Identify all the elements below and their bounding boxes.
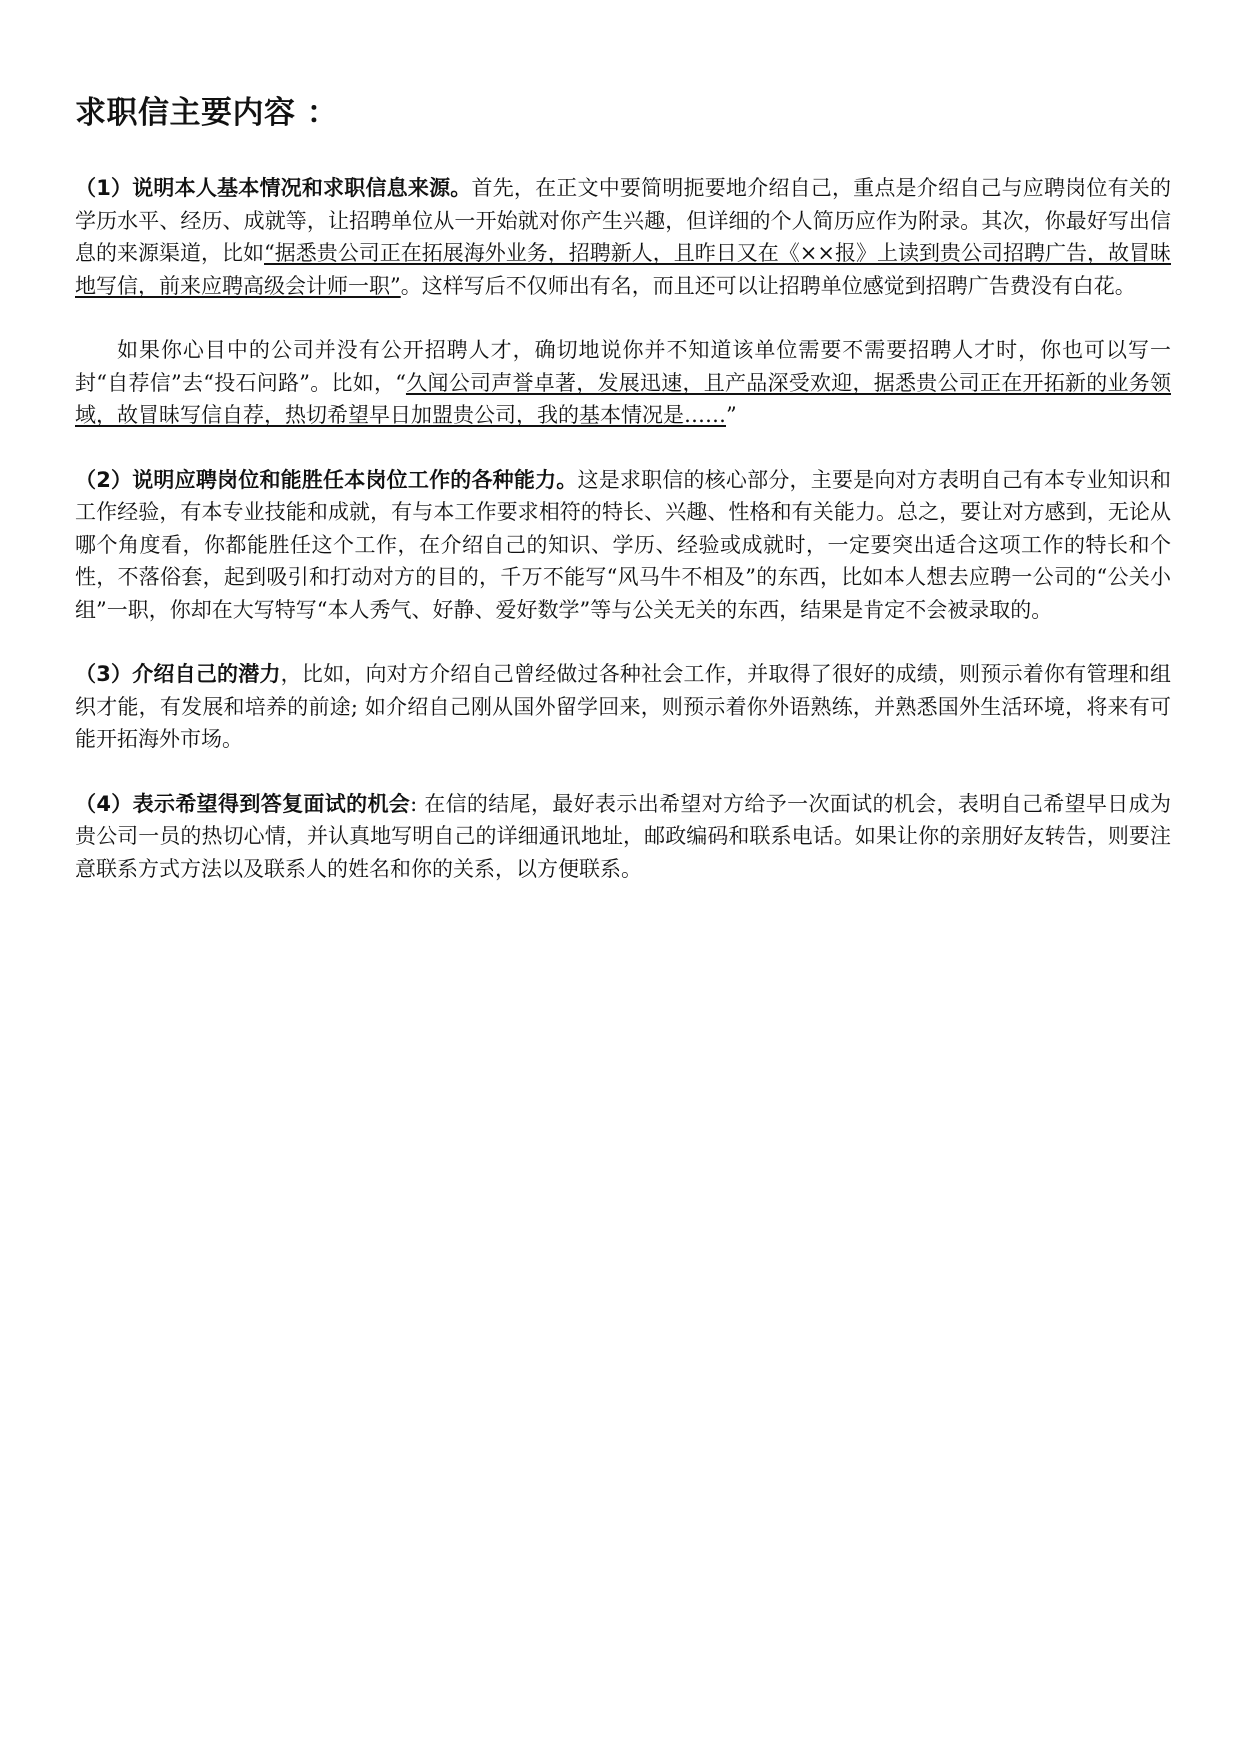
section-1b-paragraph — [75, 334, 1171, 432]
section-1b-text-start: 如果你心目中的公司并没有公开招聘人才，确切地说你并不知道该单位需要不需要招聘人才时，你也可以写一封“自荐信”去“投石问路”。比如，“ — [75, 338, 1171, 395]
section-2-heading: （2）说明应聘岗位和能胜任本岗位工作的各种能力。 — [75, 467, 578, 492]
document-title: 求职信主要内容 ： — [75, 95, 339, 131]
section-1-text-start: 首先，在正文中要简明扼要地介绍自己，重点是介绍自己与应聘岗位有关的学历水平、经历、成就等，让招聘单位从一开始就对你产生兴趣，但详细的个人简历应作为附录。其次，你最好写出信息的来源渠道，比如 — [75, 176, 1171, 265]
section-2-text: 这是求职信的核心部分，主要是向对方表明自己有本专业知识和工作经验，有本专业技能和成就，有与本工作要求相符的特长、兴趣、性格和有关能力。总之，要让对方感到，无论从哪个角度看，你都能胜任这个工作，在介绍自己的知识、学历、经验或成就时，一定要突出适合这项工作的特长和个性，不落俗套，起到吸引和打动对方的目的，千万不能写“风马牛不相及”的东西，比如本人想去应聘一公司的“公关小组”一职，你却在大写特写“本人秀气、好静、爱好数学”等与公关无关的东西，结果是肯定不会被录取的。 — [75, 467, 1171, 622]
section-3-text: ，比如，向对方介绍自己曾经做过各种社会工作，并取得了很好的成绩，则预示着你有管理和组织才能，有发展和培养的前途; 如介绍自己刚从国外留学回来，则预示着你外语熟练，并熟悉国外生活环境，将来有可能开拓海外市场。 — [75, 662, 1171, 751]
section-1-heading: （1）说明本人基本情况和求职信息来源。 — [75, 176, 472, 200]
section-4-heading: （4）表示希望得到答复面试的机会 — [75, 791, 411, 816]
section-3-heading: （3）介绍自己的潜力 — [75, 662, 281, 686]
section-1b-text-end: ” — [726, 403, 737, 427]
section-4-text: : 在信的结尾，最好表示出希望对方给予一次面试的机会，表明自己希望早日成为贵公司一员的热切心情，并认真地写明自己的详细通讯地址，邮政编码和联系电话。如果让你的亲朋好友转告，则要注意联系方式方法以及联系人的姓名和你的关系，以方便联系。 — [75, 791, 1171, 881]
section-1-example-quote: “据悉贵公司正在拓展海外业务，招聘新人，且昨日又在《××报》上读到贵公司招聘广告，故冒昧地写信，前来应聘高级会计师一职” — [75, 241, 1171, 298]
section-3-paragraph — [75, 658, 1171, 756]
section-1b-example-quote: 久闻公司声誉卓著，发展迅速，且产品深受欢迎，据悉贵公司正在开拓新的业务领域，故冒昧写信自荐，热切希望早日加盟贵公司，我的基本情况是…… — [75, 370, 1171, 427]
section-1-paragraph — [75, 172, 1171, 302]
section-2-paragraph — [75, 464, 1171, 627]
section-1-text-end: 。这样写后不仅师出有名，而且还可以让招聘单位感觉到招聘广告费没有白花。 — [400, 273, 1136, 298]
section-4-paragraph — [75, 788, 1171, 886]
